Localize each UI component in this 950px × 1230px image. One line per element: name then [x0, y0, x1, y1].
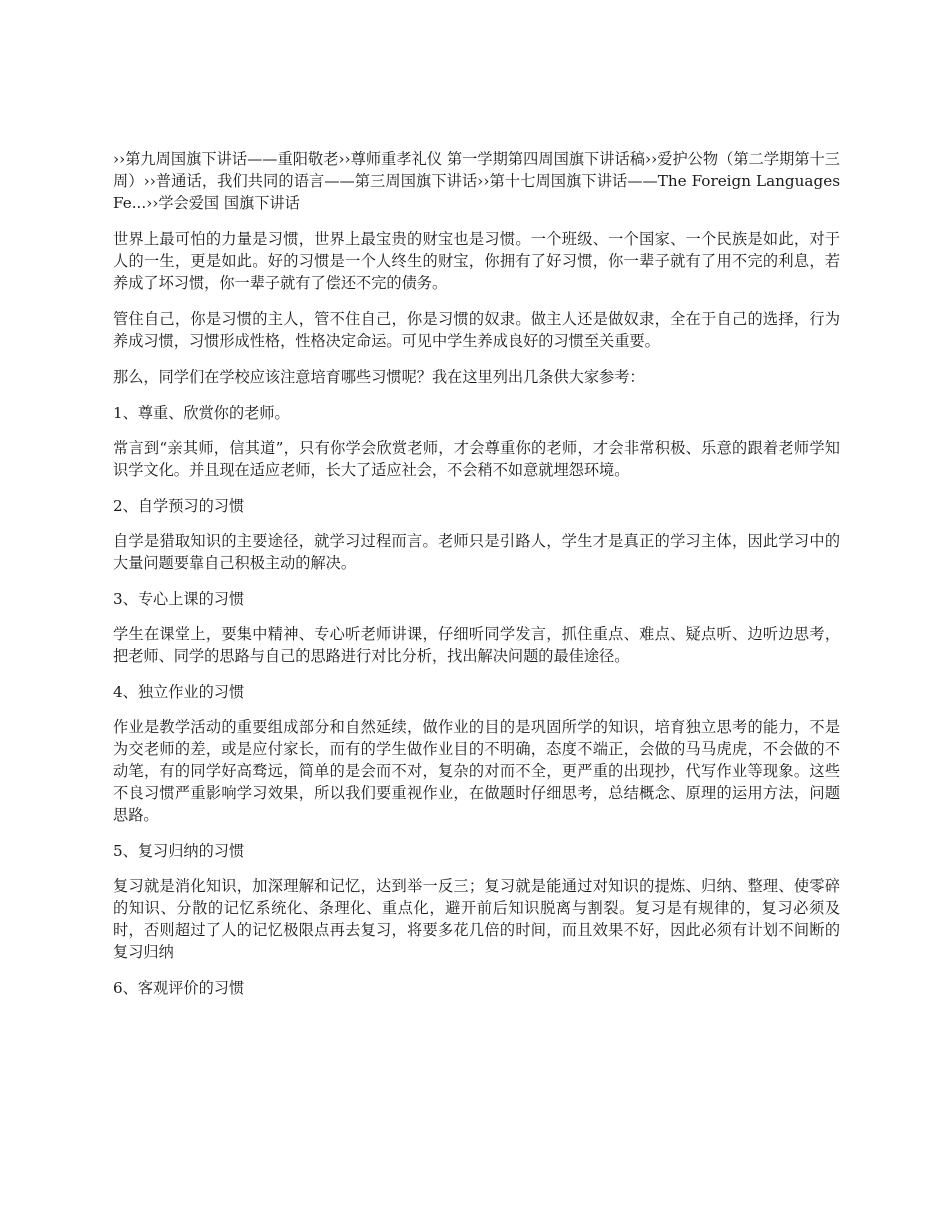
paragraph-question: 那么，同学们在学校应该注意培育哪些习惯呢？我在这里列出几条供大家参考： — [113, 368, 645, 386]
section-heading-3: 3、专心上课的习惯 — [113, 590, 245, 608]
section-heading-4: 4、独立作业的习惯 — [113, 683, 245, 701]
related-link-3[interactable]: ››爱护公物（第二学期第十三周） — [113, 150, 840, 190]
related-link-1[interactable]: ››第九周国旗下讲话——重阳敬老 — [113, 150, 339, 168]
related-links — [113, 148, 840, 214]
section-heading-1: 1、尊重、欣赏你的老师。 — [113, 404, 290, 422]
section-heading-6: 6、客观评价的习惯 — [113, 979, 245, 997]
related-link-4[interactable]: ››普通话，我们共同的语言——第三周国旗下讲话 — [143, 172, 478, 190]
section-heading-2: 2、自学预习的习惯 — [113, 497, 245, 515]
related-link-5[interactable]: ››第十七周国旗下讲话——The Foreign Languages Fe... — [113, 172, 840, 212]
paragraph-self-control: 管住自己，你是习惯的主人，管不住自己，你是习惯的奴隶。做主人还是做奴隶，全在于自己的选择，行为养成习惯，习惯形成性格，性格决定命运。可见中学生养成良好的习惯至关重要。 — [113, 310, 840, 350]
paragraph-intro: 世界上最可怕的力量是习惯，世界上最宝贵的财宝也是习惯。一个班级、一个国家、一个民族是如此，对于人的一生，更是如此。好的习惯是一个人终生的财宝，你拥有了好习惯，你一辈子就有了用不完的利息，若养成了坏习惯，你一辈子就有了偿还不完的债务。 — [113, 230, 840, 292]
related-link-6[interactable]: ››学会爱国 国旗下讲话 — [146, 194, 300, 212]
document-page — [113, 148, 840, 1012]
paragraph-review: 复习就是消化知识，加深理解和记忆，达到举一反三；复习就是能通过对知识的提炼、归纳、整理、使零碎的知识、分散的记忆系统化、条理化、重点化，避开前后知识脱离与割裂。复习是有规律的，复习必须及时，否则超过了人的记忆极限点再去复习，将要多花几倍的时间，而且效果不好，因此必须有计划不间断的复习归纳 — [113, 877, 840, 961]
paragraph-attentive-class: 学生在课堂上，要集中精神、专心听老师讲课，仔细听同学发言，抓住重点、难点、疑点听、边听边思考，把老师、同学的思路与自己的思路进行对比分析，找出解决问题的最佳途径。 — [113, 625, 840, 665]
related-link-2[interactable]: ››尊师重孝礼仪 第一学期第四周国旗下讲话稿 — [338, 150, 646, 168]
section-heading-5: 5、复习归纳的习惯 — [113, 842, 245, 860]
paragraph-independent-homework: 作业是教学活动的重要组成部分和自然延续，做作业的目的是巩固所学的知识，培育独立思考的能力，不是为交老师的差，或是应付家长，而有的学生做作业目的不明确，态度不端正，会做的马马虎虎，不会做的不动笔，有的同学好高骛远，简单的是会而不对，复杂的对而不全，更严重的出现抄，代写作业等现象。这些不良习惯严重影响学习效果，所以我们要重视作业，在做题时仔细思考，总结概念、原理的运用方法，问题思路。 — [113, 718, 840, 824]
paragraph-respect-teacher: 常言到“亲其师，信其道”，只有你学会欣赏老师，才会尊重你的老师，才会非常积极、乐意的跟着老师学知识学文化。并且现在适应老师，长大了适应社会，不会稍不如意就埋怨环境。 — [113, 439, 840, 479]
paragraph-self-study: 自学是猎取知识的主要途径，就学习过程而言。老师只是引路人，学生才是真正的学习主体，因此学习中的大量问题要靠自己积极主动的解决。 — [113, 532, 840, 572]
